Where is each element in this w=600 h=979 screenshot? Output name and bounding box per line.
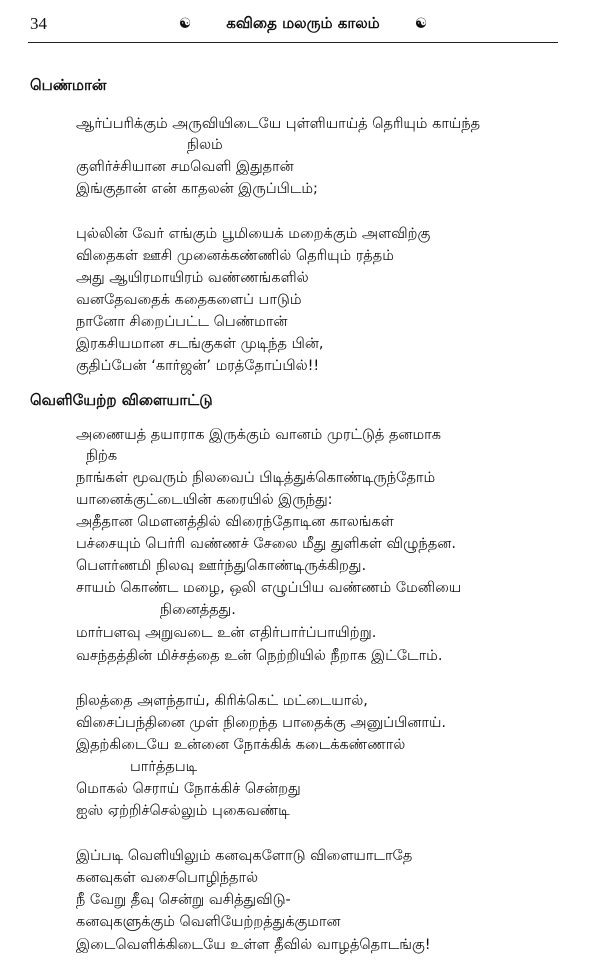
poem-line: நிலத்தை அளந்தாய், கிரிக்கெட் மட்டையால், <box>76 693 368 709</box>
running-header <box>178 14 428 34</box>
poem-line: வனதேவதைக் கதைகளைப் பாடும் <box>76 292 302 308</box>
poem-line: இரகசியமான சடங்குகள் முடிந்த பின், <box>76 336 324 352</box>
poem-line: ஐஸ் ஏற்றிச்செல்லும் புகைவண்டி <box>76 803 290 819</box>
poem-line: கனவுகள் வசைபொழிந்தால் <box>76 870 259 886</box>
poem-line: விதைகள் ஊசி முனைக்கண்ணில் தெரியும் ரத்தம் <box>76 248 394 264</box>
running-title: கவிதை மலரும் காலம் <box>226 14 380 32</box>
poem-line: யானைக்குட்டையின் கரையில் இருந்து: <box>76 492 333 508</box>
poem-line: பச்சையும் பெர்ரி வண்ணச் சேலை மீது துளிகள் விழுந்தன. <box>76 536 456 552</box>
poem-line: கனவுகளுக்கும் வெளியேற்றத்துக்குமான <box>76 914 341 930</box>
poem-line: அதீதான மௌனத்தில் விரைந்தோடின காலங்கள் <box>76 514 394 530</box>
poem-line: பார்த்தபடி <box>130 759 198 775</box>
poem-line: வசந்தத்தின் மிச்சத்தை உன் நெற்றியில் நீறாக இட்டோம். <box>76 648 443 664</box>
poem-line: குதிப்பேன் ‘கார்ஜன்’ மரத்தோப்பில்!! <box>76 358 320 374</box>
page-number: 34 <box>30 14 47 33</box>
yin-yang-icon: ☯ <box>414 16 428 32</box>
poem-line: பௌர்ணமி நிலவு ஊர்ந்துகொண்டிருக்கிறது. <box>76 558 367 574</box>
poem-line: நாங்கள் மூவரும் நிலவைப் பிடித்துக்கொண்டிருந்தோம் <box>76 470 436 486</box>
poem-line: இப்படி வெளியிலும் கனவுகளோடு விளையாடாதே <box>76 848 413 864</box>
poem-line: மொகல் செராய் நோக்கிச் சென்றது <box>76 781 301 797</box>
poem-line: புல்லின் வேர் எங்கும் பூமியைக் மறைக்கும் அளவிற்கு <box>76 226 431 242</box>
poem-line: அது ஆயிரமாயிரம் வண்ணங்களில் <box>76 270 309 286</box>
poem-line: இங்குதான் என் காதலன் இருப்பிடம்; <box>76 181 318 197</box>
yin-yang-icon: ☯ <box>178 16 192 32</box>
poem-line: நினைத்தது. <box>160 602 236 618</box>
poem-line: மார்பளவு அறுவடை உன் எதிர்பார்ப்பாயிற்று. <box>76 625 377 641</box>
poem-line: குளிர்ச்சியான சமவெளி இதுதான் <box>76 159 294 175</box>
header-rule <box>28 42 558 43</box>
poem-line: இதற்கிடையே உன்னை நோக்கிக் கடைக்கண்ணால் <box>76 737 406 753</box>
poem-line: அணையத் தயாராக இருக்கும் வானம் முரட்டுத் தனமாக <box>76 427 442 443</box>
poem-line: சாயம் கொண்ட மழை, ஒலி எழுப்பிய வண்ணம் மேனியை <box>76 580 462 596</box>
poem-title: வெளியேற்ற விளையாட்டு <box>30 391 213 409</box>
poem-line: விசைப்பந்தினை முள் நிறைந்த பாதைக்கு அனுப்பினாய். <box>76 715 446 731</box>
poem-line: நீ வேறு தீவு சென்று வசித்துவிடு- <box>76 892 291 908</box>
poem-title: பெண்மான் <box>30 76 107 94</box>
poem-line: நிலம் <box>187 137 223 153</box>
poem-line: நானோ சிறைப்பட்ட பெண்மான் <box>76 314 288 330</box>
poem-line: ஆர்ப்பரிக்கும் அருவியிடையே புள்ளியாய்த் தெரியும் காய்ந்த <box>76 116 481 132</box>
poem-line: இடைவெளிக்கிடையே உள்ள தீவில் வாழத்தொடங்கு! <box>76 937 431 953</box>
poem-line: நிற்க <box>86 448 118 464</box>
